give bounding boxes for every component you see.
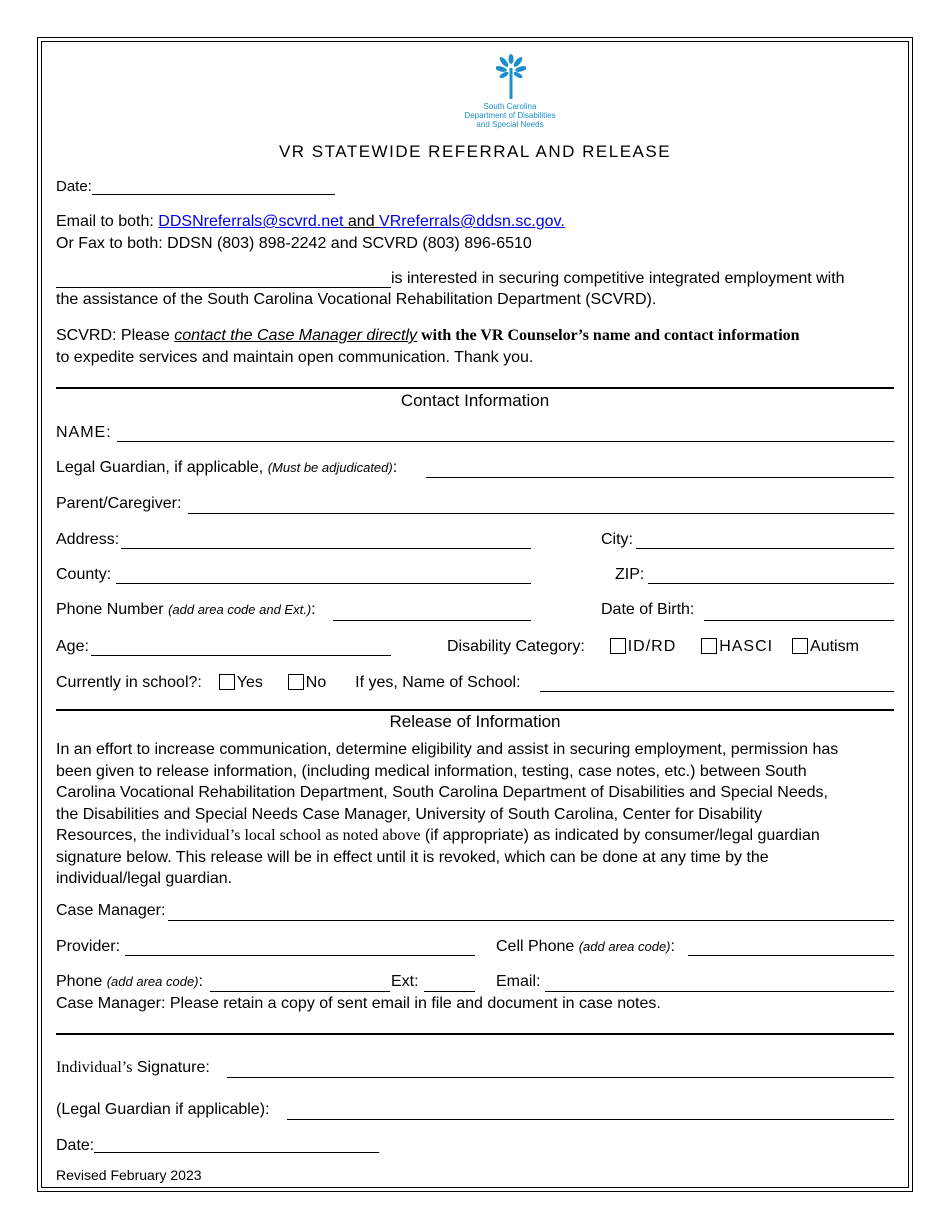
ext-field[interactable] [424, 991, 475, 992]
phone-label: Phone Number (add area code and Ext.): [56, 601, 316, 618]
guardian-label: Legal Guardian, if applicable, (Must be adjudicated): [56, 459, 398, 476]
zip-field[interactable] [648, 583, 894, 584]
fax-line: Or Fax to both: DDSN (803) 898-2242 and SCVRD (803) 896-6510 [56, 235, 532, 252]
hasci-checkbox[interactable] [701, 638, 717, 654]
cell-phone-label: Cell Phone (add area code): [496, 938, 675, 955]
school-no-checkbox[interactable] [288, 674, 304, 690]
cm-phone-field[interactable] [210, 991, 390, 992]
provider-label: Provider: [56, 938, 121, 955]
case-manager-field[interactable] [168, 920, 894, 921]
date-field[interactable] [92, 194, 335, 195]
age-field[interactable] [91, 655, 391, 656]
guardian-field[interactable] [426, 477, 894, 478]
ext-label: Ext: [391, 973, 419, 990]
divider [56, 709, 894, 711]
revised-note: Revised February 2023 [56, 1167, 202, 1183]
interest-text-2: the assistance of the South Carolina Vocational Rehabilitation Department (SCVRD). [56, 291, 657, 308]
signature-date: Date:________________________________ [56, 1137, 379, 1154]
agency-logo [455, 54, 565, 129]
school-name-field[interactable] [540, 691, 894, 692]
name-label: NAME: [56, 424, 112, 441]
idrd-checkbox[interactable] [610, 638, 626, 654]
scvrd-note: SCVRD: Please contact the Case Manager directly with the VR Counselor’s name and contact information [56, 327, 800, 344]
county-label: County: [56, 566, 112, 583]
logo-org-name: South Carolina Department of Disabilities and Special Needs [464, 102, 556, 129]
cell-phone-field[interactable] [688, 955, 894, 956]
divider [56, 387, 894, 389]
scvrd-note-2: to expedite services and maintain open communication. Thank you. [56, 349, 534, 366]
city-field[interactable] [636, 548, 894, 549]
contact-heading: Contact Information [400, 391, 550, 410]
guardian-signature-label: (Legal Guardian if applicable): [56, 1101, 270, 1118]
age-label: Age: [56, 638, 89, 655]
release-heading: Release of Information [389, 712, 561, 731]
date-label: Date: [56, 178, 92, 195]
release-paragraph: In an effort to increase communication, determine eligibility and assist in securing employment, permission has been given to release information, (including medical information, testing, case notes, etc.) between South Carolina Vocational Rehabilitation Department, South Carolina Department of Disabilities and Special Needs, the Disabilities and Special Needs Case Manager, University of South Carolina, Center for Disability Resources, the individual’s local school as noted above (if appropriate) as indicated by consumer/legal guardian signature below. This release will be in effect until it is revoked, which can be done at any time by the individual/legal guardian. [56, 741, 839, 887]
divider [56, 1033, 894, 1035]
school-yes-checkbox[interactable] [219, 674, 235, 690]
interest-text-1: is interested in securing competitive integrated employment with [391, 270, 845, 287]
dob-label: Date of Birth: [601, 601, 695, 618]
name-field[interactable] [117, 441, 894, 442]
parent-field[interactable] [188, 513, 894, 514]
autism-checkbox[interactable] [792, 638, 808, 654]
provider-field[interactable] [125, 955, 475, 956]
ddsn-email-link[interactable]: DDSNreferrals@scvrd.net [158, 213, 344, 230]
phone-field[interactable] [333, 620, 531, 621]
dob-field[interactable] [704, 620, 894, 621]
retain-note: Case Manager: Please retain a copy of sent email in file and document in case notes. [56, 995, 661, 1012]
individual-signature-label: Individual’s Signature: [56, 1059, 210, 1076]
page-title: VR STATEWIDE REFERRAL AND RELEASE [278, 142, 672, 161]
address-label: Address: [56, 531, 120, 548]
cm-phone-label: Phone (add area code): [56, 973, 203, 990]
city-label: City: [601, 531, 633, 548]
address-field[interactable] [121, 548, 531, 549]
individual-signature-field[interactable] [227, 1077, 894, 1078]
email-line: Email to both: DDSNreferrals@scvrd.net and VRreferrals@ddsn.sc.gov. [56, 213, 565, 230]
case-manager-label: Case Manager: [56, 902, 166, 919]
disability-category: Disability Category: ID/RD HASCI Autism [447, 638, 859, 655]
palmetto-tree-icon [496, 54, 526, 100]
guardian-signature-field[interactable] [287, 1119, 894, 1120]
parent-label: Parent/Caregiver: [56, 495, 182, 512]
email-field[interactable] [545, 991, 894, 992]
individual-name-field[interactable] [56, 287, 391, 288]
county-field[interactable] [116, 583, 531, 584]
school-row: Currently in school?: Yes No If yes, Name of School: [56, 674, 521, 691]
email-label: Email: [496, 973, 541, 990]
vr-email-link[interactable]: VRreferrals@ddsn.sc.gov [379, 213, 561, 230]
zip-label: ZIP: [615, 566, 645, 583]
